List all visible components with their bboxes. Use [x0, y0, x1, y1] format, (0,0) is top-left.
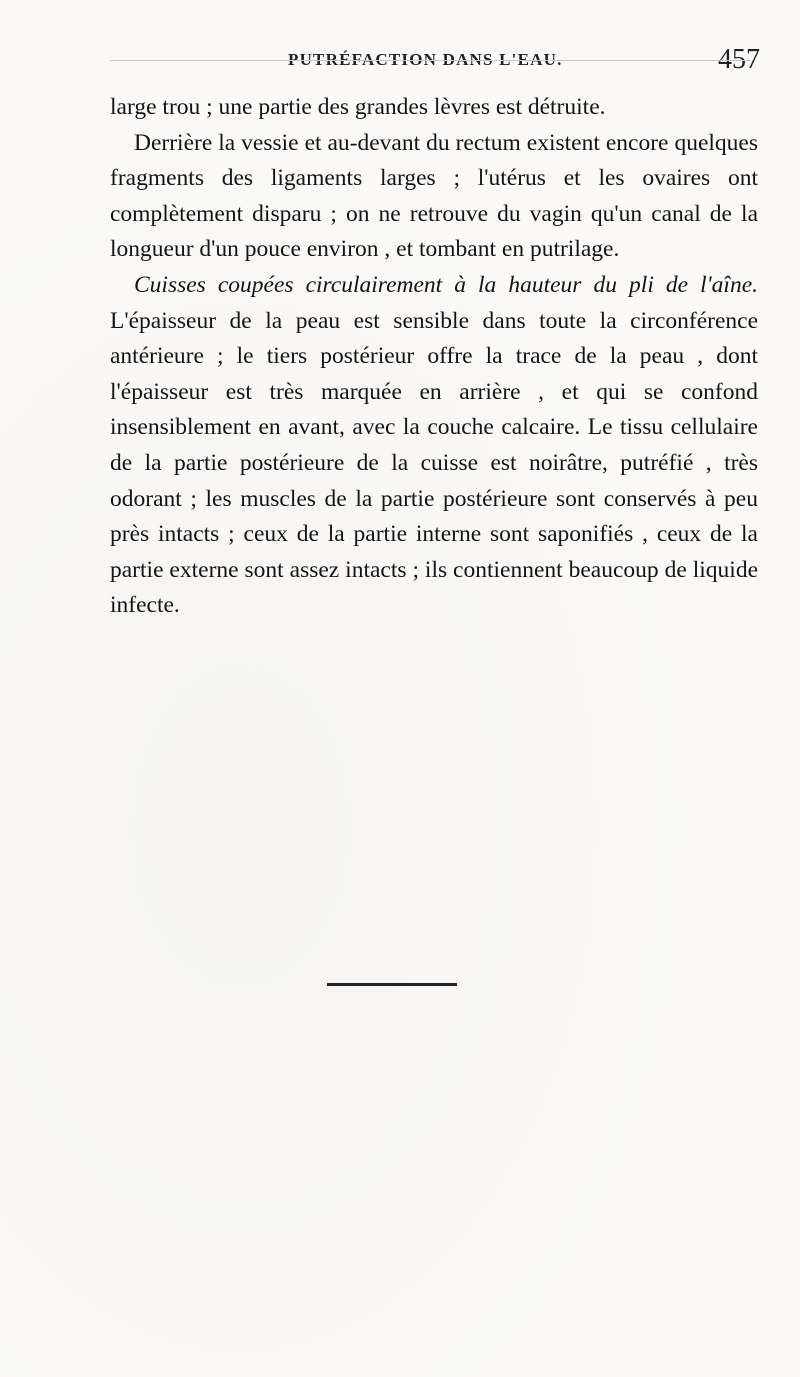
- running-head: PUTRÉFACTION DANS L'EAU.: [288, 50, 563, 69]
- paragraph-ligaments: Derrière la vessie et au-devant du rectum existent encore quelques fragments des ligaments larges ; l'utérus et les ovaires ont complètement disparu ; on ne retrouve du vagin qu'un canal de la longueur d'un pouce environ , et tombant en putrilage.: [110, 129, 758, 263]
- section-heading-italic: Cuisses coupées circulairement à la hauteur du pli de l'aîne.: [134, 271, 758, 298]
- paragraph-cuisses-text: L'épaisseur de la peau est sensible dans toute la circonférence antérieure ; le tiers postérieur offre la trace de la peau , dont l'épaisseur est très marquée en arrière , et qui se confond insensiblement en avant, avec la couche calcaire. Le tissu cellulaire de la partie postérieure de la cuisse est noirâtre, putréfié , très odorant ; les muscles de la partie postérieure sont conservés à peu près intacts ; ceux de la partie interne sont saponifiés , ceux de la partie externe sont assez intacts ; ils contiennent beaucoup de liquide infecte.: [110, 307, 758, 619]
- page-number: 457: [718, 44, 760, 75]
- paragraph-cuisses: [110, 268, 758, 624]
- header-rule: [110, 60, 750, 61]
- closing-rule: [327, 983, 457, 986]
- paragraph-continuation: large trou ; une partie des grandes lèvres est détruite.: [110, 94, 606, 120]
- page-header: [108, 44, 760, 80]
- body-text: [110, 90, 758, 624]
